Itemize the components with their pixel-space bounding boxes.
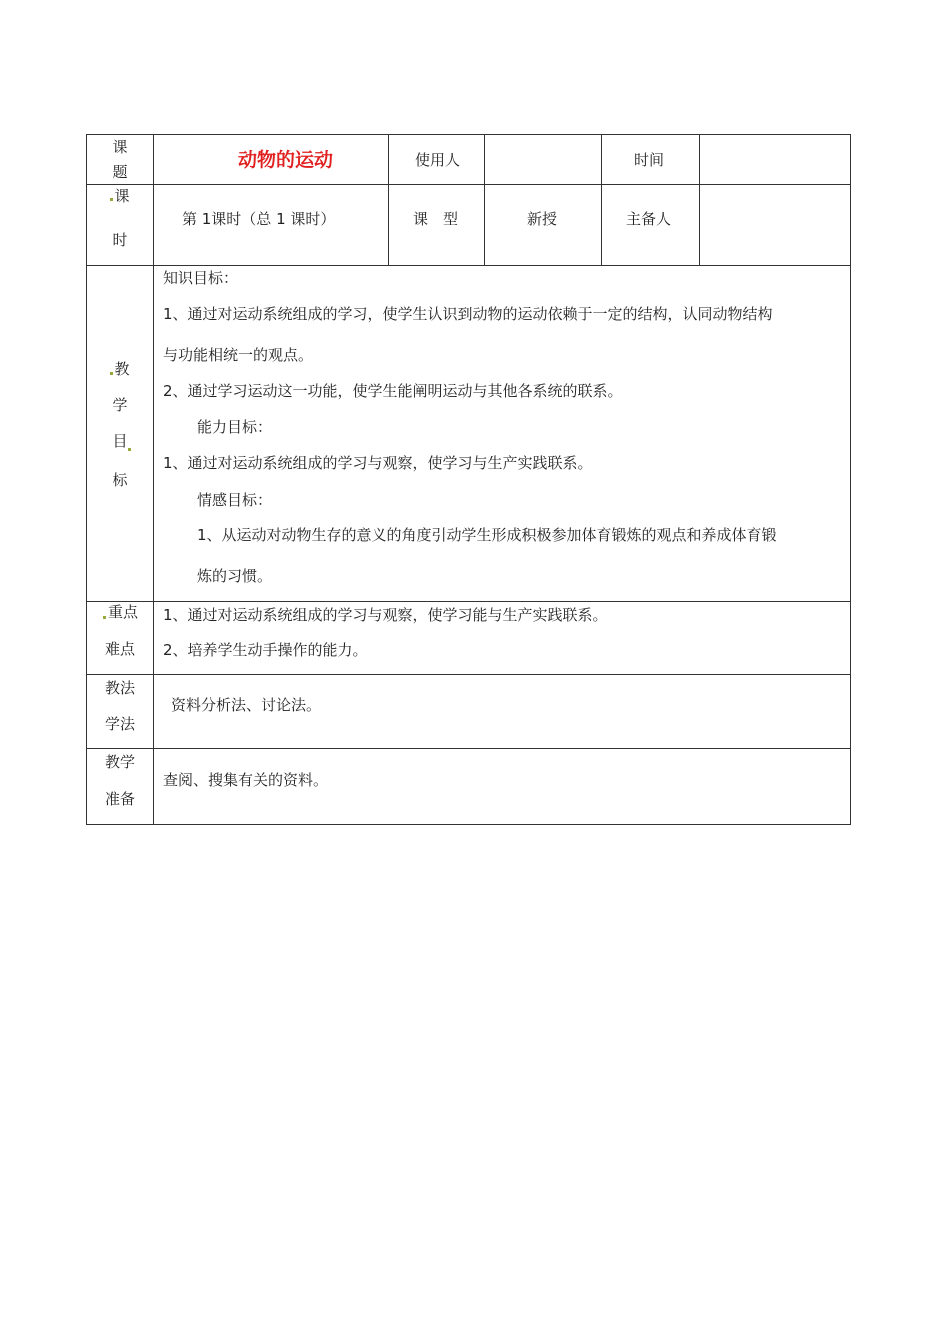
ability-heading: 能力目标： <box>197 418 273 436</box>
knowledge-item-2: 2、通过学习运动这一功能，使学生能阐明运动与其他各系统的联系。 <box>163 382 623 400</box>
row-divider <box>86 674 851 675</box>
objectives-label: 标 <box>112 471 128 489</box>
methods-text: 资料分析法、讨论法。 <box>171 696 322 714</box>
key-points-label: 难点 <box>104 640 135 658</box>
column-divider <box>601 134 602 266</box>
lesson-plan-table <box>86 134 851 825</box>
preparer-label: 主备人 <box>626 210 672 228</box>
topic-label: 题 <box>112 163 128 181</box>
objectives-label: 目 <box>112 432 128 450</box>
time-label: 时间 <box>634 151 665 169</box>
row-divider <box>86 748 851 749</box>
ability-item-1: 1、通过对运动系统组成的学习与观察，使学习与生产实践联系。 <box>163 454 593 472</box>
preparation-text: 查阅、搜集有关的资料。 <box>163 771 329 789</box>
column-divider <box>153 134 154 825</box>
preparation-label: 准备 <box>104 790 135 808</box>
column-divider <box>699 134 700 266</box>
methods-label: 教法 <box>104 679 135 697</box>
user-label: 使用人 <box>415 151 461 169</box>
row-divider <box>86 184 851 185</box>
period-label: 时 <box>112 231 128 249</box>
table-border-right <box>850 134 851 825</box>
column-divider <box>388 134 389 266</box>
knowledge-item-1: 1、通过对运动系统组成的学习，使学生认识到动物的运动依赖于一定的结构，认同动物结构 <box>163 305 773 323</box>
emotion-item-1: 1、从运动对动物生存的意义的角度引动学生形成积极参加体育锻炼的观点和养成体育锻 <box>197 526 777 544</box>
methods-label: 学法 <box>104 715 135 733</box>
key-point-1: 1、通过对运动系统组成的学习与观察，使学习能与生产实践联系。 <box>163 606 608 624</box>
column-divider <box>484 134 485 266</box>
row-divider <box>86 601 851 602</box>
emotion-heading: 情感目标： <box>197 491 273 509</box>
period-value: 第 1课时（总 1 课时） <box>182 210 336 228</box>
objectives-label: 教 <box>114 360 130 378</box>
marker-dot <box>128 448 131 451</box>
key-points-label: 重点 <box>107 603 138 621</box>
type-value: 新授 <box>527 210 558 228</box>
preparation-label: 教学 <box>104 753 135 771</box>
knowledge-heading: 知识目标： <box>163 269 239 287</box>
emotion-item-1-cont: 炼的习惯。 <box>197 567 273 585</box>
table-border-bottom <box>86 824 851 825</box>
table-border-top <box>86 134 851 135</box>
lesson-title: 动物的运动 <box>238 149 334 171</box>
key-point-2: 2、培养学生动手操作的能力。 <box>163 641 368 659</box>
row-divider <box>86 265 851 266</box>
topic-label: 课 <box>112 138 128 156</box>
period-label: 课 <box>114 187 130 205</box>
objectives-label: 学 <box>112 396 128 414</box>
knowledge-item-1-cont: 与功能相统一的观点。 <box>163 346 314 364</box>
type-label: 课 型 <box>413 210 459 228</box>
